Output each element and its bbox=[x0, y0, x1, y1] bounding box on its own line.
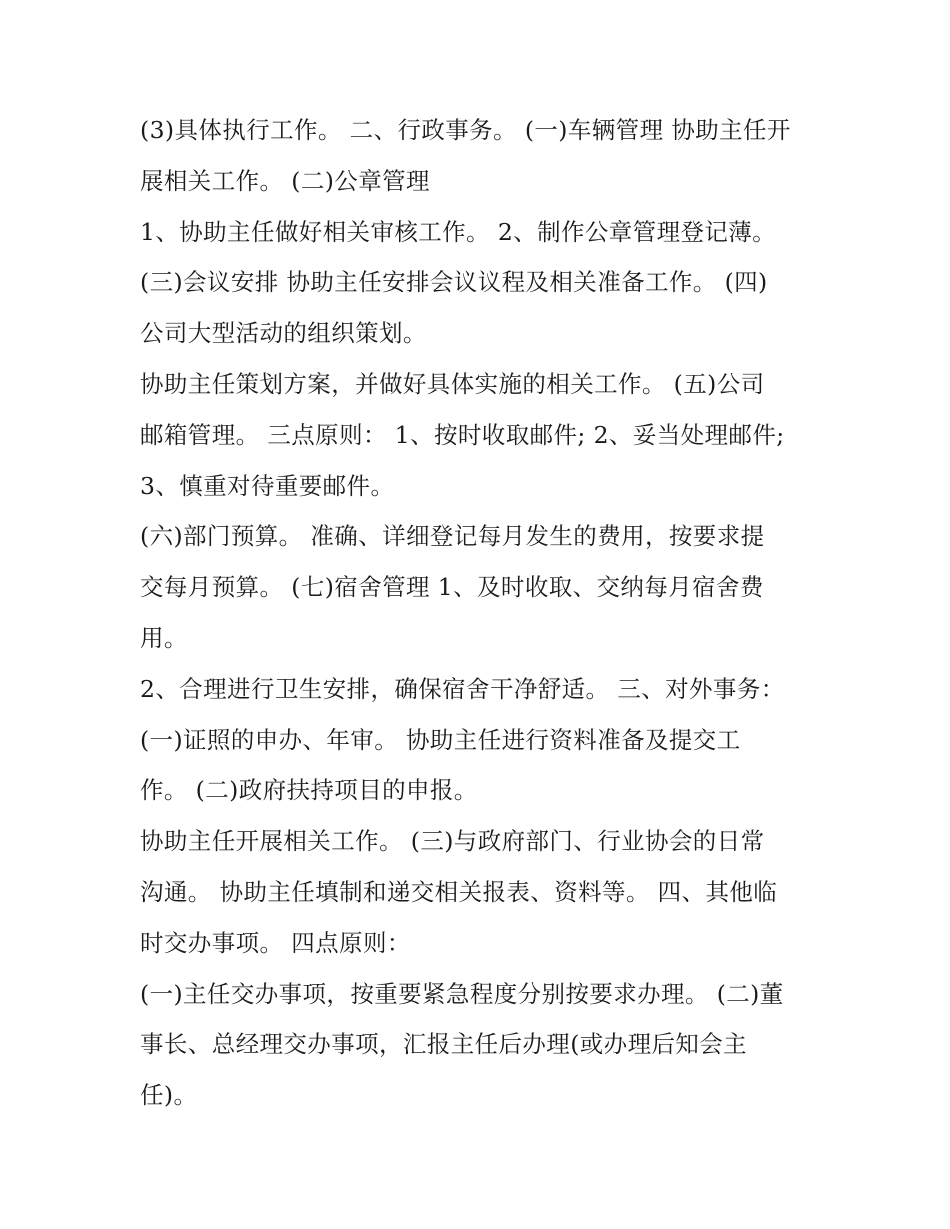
text-line: 协助主任开展相关工作。 (三)与政府部门、行业协会的日常 bbox=[140, 827, 765, 856]
text-line: (三)会议安排 协助主任安排会议议程及相关准备工作。 (四) bbox=[140, 268, 768, 297]
text-line: 公司大型活动的组织策划。 bbox=[140, 319, 427, 348]
text-line: 1、协助主任做好相关审核工作。 2、制作公章管理登记薄。 bbox=[140, 217, 777, 246]
text-line: 交每月预算。 (七)宿舍管理 1、及时收取、交纳每月宿舍费 bbox=[140, 573, 764, 602]
text-line: 用。 bbox=[140, 623, 188, 652]
text-line: 3、慎重对待重要邮件。 bbox=[140, 471, 395, 500]
text-line: 2、合理进行卫生安排，确保宿舍干净舒适。 三、对外事务： bbox=[140, 674, 785, 703]
document-body bbox=[140, 105, 820, 1121]
text-line: 邮箱管理。 三点原则： 1、按时收取邮件; 2、妥当处理邮件; bbox=[140, 420, 785, 449]
text-line: 任)。 bbox=[140, 1081, 198, 1110]
text-line: 时交办事项。 四点原则： bbox=[140, 928, 411, 957]
text-line: 作。 (二)政府扶持项目的申报。 bbox=[140, 776, 478, 805]
text-line: (六)部门预算。 准确、详细登记每月发生的费用，按要求提 bbox=[140, 522, 765, 551]
text-line: 展相关工作。 (二)公章管理 bbox=[140, 166, 430, 195]
text-line: 沟通。 协助主任填制和递交相关报表、资料等。 四、其他临 bbox=[140, 877, 778, 906]
text-line: (3)具体执行工作。 二、行政事务。 (一)车辆管理 协助主任开 bbox=[140, 116, 791, 144]
text-line: 事长、总经理交办事项，汇报主任后办理(或办理后知会主 bbox=[140, 1030, 748, 1059]
text-line: 协助主任策划方案，并做好具体实施的相关工作。 (五)公司 bbox=[140, 369, 765, 398]
text-line: (一)主任交办事项，按重要紧急程度分别按要求办理。 (二)董 bbox=[140, 979, 784, 1008]
text-line: (一)证照的申办、年审。 协助主任进行资料准备及提交工 bbox=[140, 725, 741, 754]
